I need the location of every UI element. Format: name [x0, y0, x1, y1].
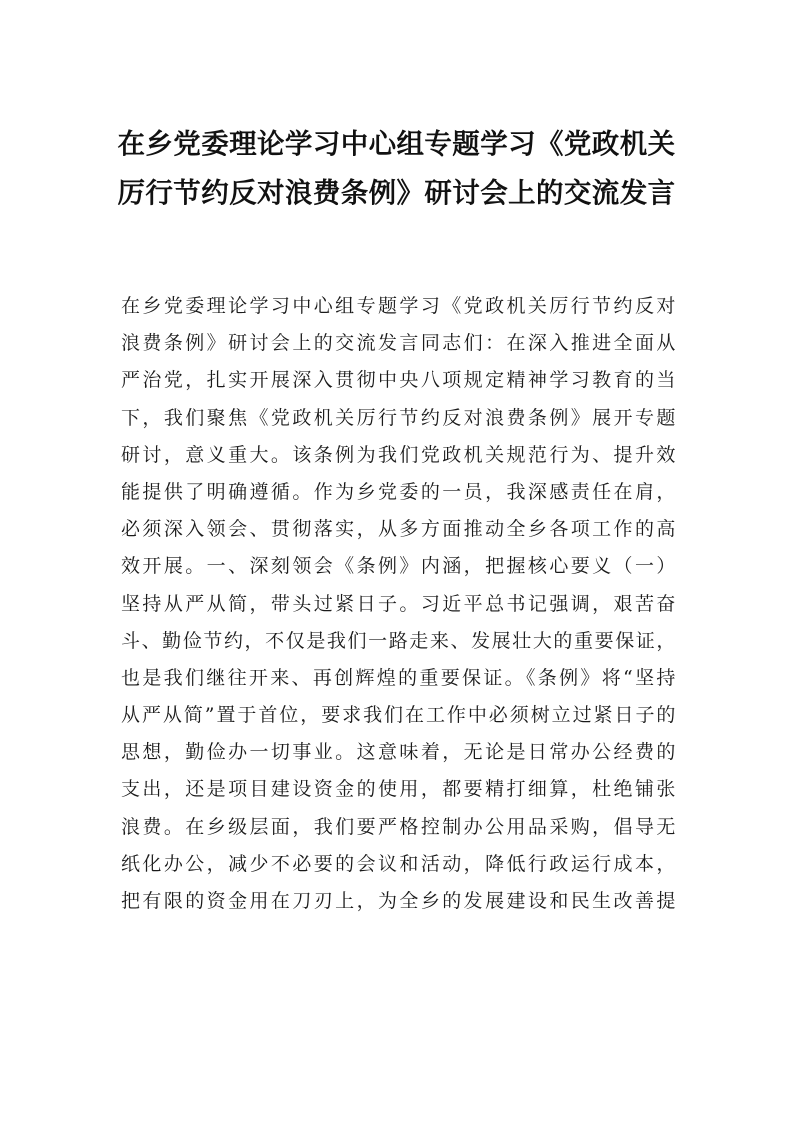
body-line: 研讨，意义重大。该条例为我们党政机关规范行为、提升效	[121, 443, 676, 466]
body-line: 严治党，扎实开展深入贯彻中央八项规定精神学习教育的当	[121, 369, 676, 392]
body-line: 能提供了明确遵循。作为乡党委的一员，我深感责任在肩，	[121, 480, 676, 503]
body-line: 在乡党委理论学习中心组专题学习《党政机关厉行节约反对	[121, 295, 676, 317]
body-line: 斗、勤俭节约，不仅是我们一路走来、发展壮大的重要保证，	[121, 629, 676, 652]
body-line: 把有限的资金用在刀刃上，为全乡的发展建设和民生改善提	[121, 890, 676, 912]
body-line: 也是我们继往开来、再创辉煌的重要保证。《条例》将“坚持	[121, 666, 676, 689]
document-body	[121, 288, 676, 920]
body-line: 坚持从严从简，带头过紧日子。习近平总书记强调，艰苦奋	[121, 592, 676, 615]
body-line: 下，我们聚焦《党政机关厉行节约反对浪费条例》展开专题	[121, 406, 676, 429]
body-line: 纸化办公，减少不必要的会议和活动，降低行政运行成本，	[121, 852, 676, 875]
body-line: 浪费条例》研讨会上的交流发言同志们：在深入推进全面从	[121, 332, 676, 355]
body-line: 浪费。在乡级层面，我们要严格控制办公用品采购，倡导无	[121, 815, 676, 838]
body-line: 效开展。一、深刻领会《条例》内涵，把握核心要义（一）	[121, 555, 676, 578]
body-line: 从严从简”置于首位，要求我们在工作中必须树立过紧日子的	[121, 704, 676, 727]
document-title: 在乡党委理论学习中心组专题学习《党政机关厉行节约反对浪费条例》研讨会上的交流发言	[117, 128, 676, 209]
body-line: 必须深入领会、贯彻落实，从多方面推动全乡各项工作的高	[121, 518, 676, 541]
body-line: 支出，还是项目建设资金的使用，都要精打细算，杜绝铺张	[121, 778, 676, 801]
body-line: 思想，勤俭办一切事业。这意味着，无论是日常办公经费的	[121, 741, 676, 764]
